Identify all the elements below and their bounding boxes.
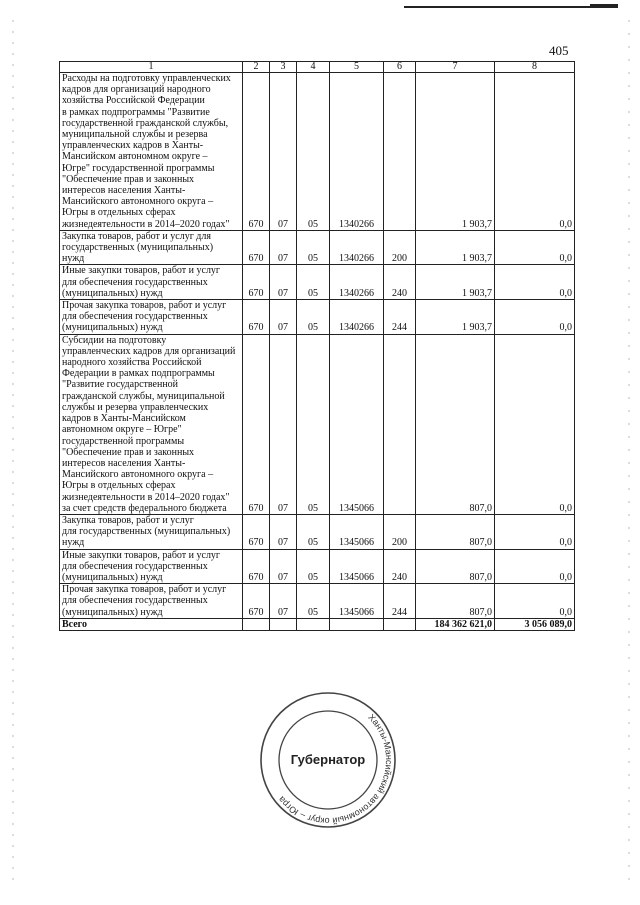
amount-col8: 0,0 (495, 334, 575, 514)
code-section: 07 (270, 230, 297, 265)
page-number: 405 (549, 43, 569, 58)
table-row (60, 334, 575, 514)
code-expense-type: 200 (384, 230, 416, 265)
row-name-line: автономном округе – Югре" (62, 424, 182, 436)
top-edge-mark (590, 4, 618, 7)
row-name-line: интересов населения Ханты- (62, 457, 186, 469)
row-name-line: государственной программы (62, 435, 185, 447)
row-name-line: для обеспечения государственных (62, 560, 208, 572)
amount-col7: 1 903,7 (416, 73, 495, 231)
code-section: 07 (270, 514, 297, 549)
code-expense-type: 200 (384, 514, 416, 549)
total-empty-cell (243, 618, 270, 630)
row-name-line: Расходы на подготовку управленческих (62, 73, 231, 84)
row-name-line: в рамках подпрограммы "Развитие (62, 106, 210, 118)
row-name-line: интересов населения Ханты- (62, 185, 186, 197)
code-target: 1345066 (330, 514, 384, 549)
code-expense-type: 240 (384, 265, 416, 300)
row-name-line: Закупка товаров, работ и услуг (62, 514, 194, 526)
row-name-line: жизнедеятельности в 2014–2020 годах" (62, 218, 230, 230)
row-name-line: Федерации в рамках подпрограммы (62, 368, 215, 380)
row-name (60, 265, 243, 300)
row-name (60, 514, 243, 549)
row-name-line: управленческих кадров в Ханты- (62, 140, 204, 152)
amount-col7: 807,0 (416, 549, 495, 584)
column-number-row (60, 62, 575, 73)
amount-col8: 0,0 (495, 514, 575, 549)
amount-col7: 807,0 (416, 334, 495, 514)
row-name-line: жизнедеятельности в 2014–2020 годах" (62, 491, 230, 503)
row-name-line: Мансийского автономного округа – (62, 196, 214, 208)
row-name-line: (муниципальных) нужд (62, 287, 163, 299)
total-row (60, 618, 575, 630)
row-name-line: Субсидии на подготовку (62, 334, 167, 346)
row-name-line: для обеспечения государственных (62, 595, 208, 607)
code-admin: 670 (243, 514, 270, 549)
table-row (60, 230, 575, 265)
amount-col7: 1 903,7 (416, 300, 495, 335)
table-row (60, 549, 575, 584)
table-row (60, 73, 575, 231)
row-name-line: Иные закупки товаров, работ и услуг (62, 265, 221, 277)
amount-col8: 0,0 (495, 300, 575, 335)
code-section: 07 (270, 334, 297, 514)
row-name-line: Югры в отдельных сферах (62, 207, 176, 219)
row-name-line: "Развитие государственной (62, 379, 179, 391)
row-name-line: Мансийского автономного округа – (62, 469, 214, 481)
amount-col8: 0,0 (495, 73, 575, 231)
row-name (60, 334, 243, 514)
code-admin: 670 (243, 230, 270, 265)
code-admin: 670 (243, 584, 270, 619)
row-name-line: Прочая закупка товаров, работ и услуг (62, 584, 227, 596)
row-name-line: для государственных (муниципальных) (62, 526, 231, 538)
row-name-line: нужд (62, 537, 85, 549)
code-expense-type: 244 (384, 584, 416, 619)
table-row (60, 584, 575, 619)
row-name-line: государственных (муниципальных) (62, 242, 214, 254)
code-target: 1340266 (330, 230, 384, 265)
column-number-4: 4 (297, 62, 330, 73)
row-name (60, 73, 243, 231)
top-edge-line (404, 6, 618, 8)
code-subsection: 05 (297, 334, 330, 514)
code-expense-type (384, 73, 416, 231)
row-name-line: для обеспечения государственных (62, 311, 208, 323)
amount-col8: 0,0 (495, 549, 575, 584)
amount-col7: 807,0 (416, 514, 495, 549)
row-name-line: "Обеспечение прав и законных (62, 446, 195, 458)
row-name-line: за счет средств федерального бюджета (62, 502, 227, 514)
code-subsection: 05 (297, 265, 330, 300)
row-name-line: гражданской службы, муниципальной (62, 390, 225, 402)
row-name-line: Югры в отдельных сферах (62, 480, 176, 492)
amount-col7: 807,0 (416, 584, 495, 619)
column-number-8: 8 (495, 62, 575, 73)
row-name-line: кадров в Ханты-Мансийском (62, 413, 186, 425)
row-name-line: народного хозяйства Российской (62, 357, 202, 369)
code-subsection: 05 (297, 514, 330, 549)
code-section: 07 (270, 300, 297, 335)
code-section: 07 (270, 549, 297, 584)
column-number-1: 1 (60, 62, 243, 73)
code-expense-type: 240 (384, 549, 416, 584)
code-subsection: 05 (297, 73, 330, 231)
row-name-line: управленческих кадров для организаций (62, 345, 236, 357)
code-admin: 670 (243, 549, 270, 584)
code-target: 1340266 (330, 265, 384, 300)
code-target: 1345066 (330, 549, 384, 584)
row-name-line: для обеспечения государственных (62, 276, 208, 288)
code-subsection: 05 (297, 549, 330, 584)
amount-col8: 0,0 (495, 265, 575, 300)
column-number-3: 3 (270, 62, 297, 73)
column-number-2: 2 (243, 62, 270, 73)
column-number-6: 6 (384, 62, 416, 73)
governor-stamp (258, 690, 398, 830)
code-expense-type (384, 334, 416, 514)
total-empty-cell (384, 618, 416, 630)
amount-col7: 1 903,7 (416, 265, 495, 300)
row-name-line: Прочая закупка товаров, работ и услуг (62, 300, 227, 312)
code-admin: 670 (243, 300, 270, 335)
code-section: 07 (270, 265, 297, 300)
total-label: Всего (60, 618, 243, 630)
row-name-line: нужд (62, 253, 85, 265)
row-name-line: государственной гражданской службы, (62, 117, 229, 129)
budget-table (59, 61, 575, 631)
row-name (60, 300, 243, 335)
row-name (60, 549, 243, 584)
amount-col7: 1 903,7 (416, 230, 495, 265)
amount-col8: 0,0 (495, 230, 575, 265)
code-subsection: 05 (297, 584, 330, 619)
total-empty-cell (270, 618, 297, 630)
row-name-line: Закупка товаров, работ и услуг для (62, 230, 211, 242)
stamp-center-text: Губернатор (290, 752, 366, 767)
code-admin: 670 (243, 73, 270, 231)
stamp-ring-text: Ханты-Мансийский автономный округ – Югра (276, 712, 395, 827)
amount-col8: 0,0 (495, 584, 575, 619)
code-admin: 670 (243, 334, 270, 514)
code-admin: 670 (243, 265, 270, 300)
row-name (60, 230, 243, 265)
column-number-7: 7 (416, 62, 495, 73)
row-name-line: (муниципальных) нужд (62, 606, 163, 618)
total-empty-cell (330, 618, 384, 630)
table-row (60, 265, 575, 300)
total-col7: 184 362 621,0 (416, 618, 495, 630)
table-row (60, 514, 575, 549)
code-target: 1340266 (330, 73, 384, 231)
code-target: 1345066 (330, 584, 384, 619)
row-name-line: Югре" государственной программы (62, 162, 215, 174)
total-col8: 3 056 089,0 (495, 618, 575, 630)
row-name-line: "Обеспечение прав и законных (62, 173, 195, 185)
code-target: 1345066 (330, 334, 384, 514)
row-name-line: хозяйства Российской Федерации (62, 95, 205, 107)
column-number-5: 5 (330, 62, 384, 73)
total-empty-cell (297, 618, 330, 630)
row-name-line: Иные закупки товаров, работ и услуг (62, 549, 221, 561)
row-name-line: муниципальной службы и резерва (62, 129, 208, 141)
code-subsection: 05 (297, 230, 330, 265)
row-name-line: кадров для организаций народного (62, 84, 211, 96)
code-subsection: 05 (297, 300, 330, 335)
row-name-line: (муниципальных) нужд (62, 571, 163, 583)
code-expense-type: 244 (384, 300, 416, 335)
row-name (60, 584, 243, 619)
code-section: 07 (270, 73, 297, 231)
code-target: 1340266 (330, 300, 384, 335)
row-name-line: службы и резерва управленческих (62, 401, 209, 413)
row-name-line: (муниципальных) нужд (62, 322, 163, 334)
table-row (60, 300, 575, 335)
code-section: 07 (270, 584, 297, 619)
row-name-line: Мансийском автономном округе – (62, 151, 208, 163)
